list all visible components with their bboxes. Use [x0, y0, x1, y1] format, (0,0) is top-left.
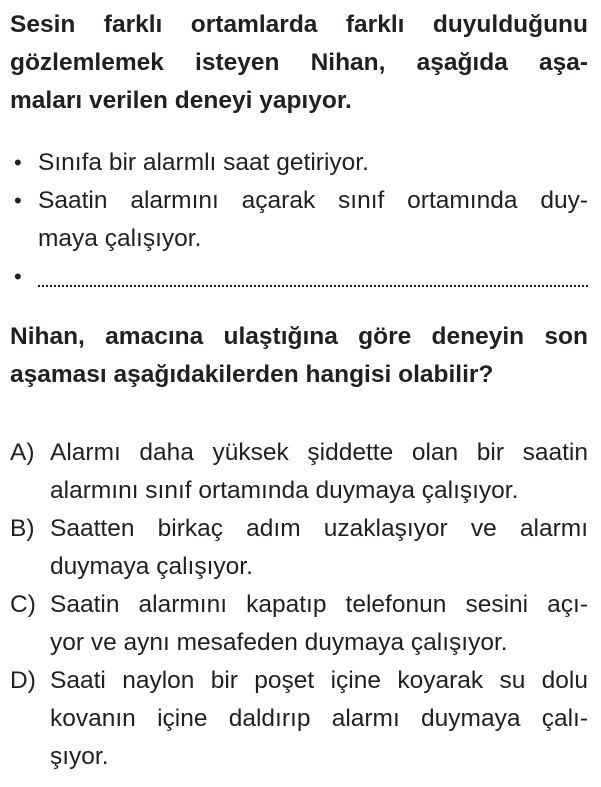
option-line: şıyor.	[50, 743, 109, 770]
step-line: maya çalışıyor.	[38, 225, 202, 252]
option-line: Saatten birkaç adım uzaklaşıyor ve alarmı	[50, 515, 588, 542]
question-line: Nihan, amacına ulaştığına göre deneyin son	[10, 323, 588, 350]
problem-statement	[10, 6, 588, 120]
option-letter: B)	[10, 515, 35, 542]
option-line: duymaya çalışıyor.	[50, 553, 253, 580]
experiment-step-1	[10, 144, 588, 182]
blank-dotted-line	[38, 258, 588, 296]
step-line: Sınıfa bir alarmlı saat getiriyor.	[38, 149, 369, 176]
option-letter: D)	[10, 667, 36, 694]
option-line: Saati naylon bir poşet içine koyarak su dolu	[50, 667, 588, 694]
experiment-step-2	[10, 182, 588, 258]
option-line: Saatin alarmını kapatıp telefonun sesini açı-	[50, 591, 588, 618]
statement-line: Sesin farklı ortamlarda farklı duyulduğunu	[10, 11, 588, 38]
statement-line: maları verilen deneyi yapıyor.	[10, 87, 352, 114]
option-line: kovanın içine daldırıp alarmı duymaya çalı-	[50, 705, 588, 732]
option-d[interactable]	[10, 662, 588, 776]
bullet-icon: •	[14, 188, 22, 213]
bullet-icon: •	[14, 150, 22, 175]
option-line: alarmını sınıf ortamında duymaya çalışıyor.	[50, 477, 519, 504]
question-page	[10, 6, 588, 770]
question-prompt	[10, 318, 588, 394]
experiment-steps	[10, 144, 588, 296]
question-line: aşaması aşağıdakilerden hangisi olabilir?	[10, 361, 494, 388]
bullet-icon: •	[14, 264, 22, 289]
option-letter: C)	[10, 591, 36, 618]
option-line: Alarmı daha yüksek şiddette olan bir saatin	[50, 439, 588, 466]
option-a[interactable]	[10, 434, 588, 510]
experiment-step-blank	[10, 258, 588, 296]
option-letter: A)	[10, 439, 35, 466]
answer-options	[10, 434, 588, 776]
statement-line: gözlemlemek isteyen Nihan, aşağıda aşa-	[10, 49, 588, 76]
option-b[interactable]	[10, 510, 588, 586]
option-c[interactable]	[10, 586, 588, 662]
step-line: Saatin alarmını açarak sınıf ortamında duy-	[38, 187, 588, 214]
option-line: yor ve aynı mesafeden duymaya çalışıyor.	[50, 629, 508, 656]
